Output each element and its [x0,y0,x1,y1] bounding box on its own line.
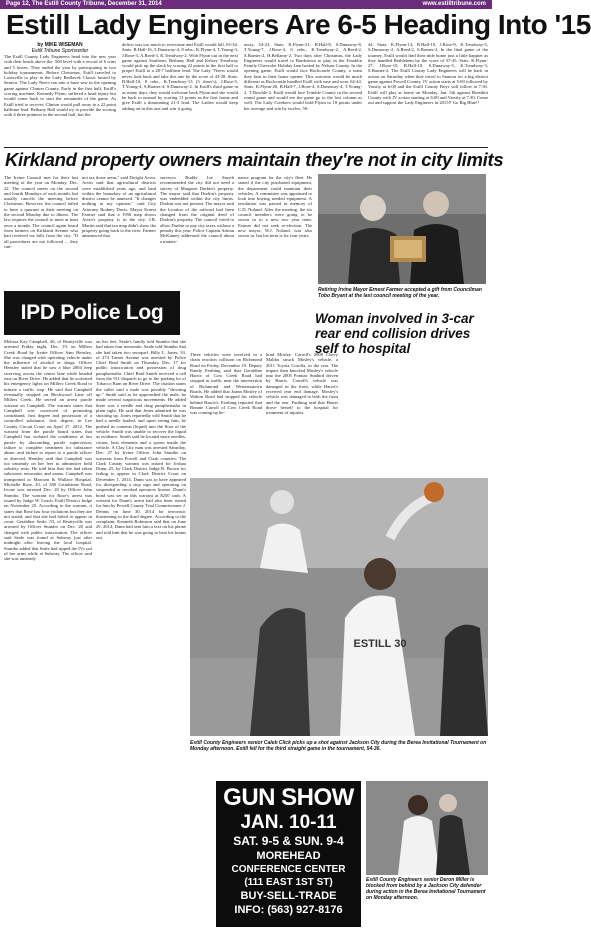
story1-headline: Estill Lady Engineers Are 6-5 Heading Into '15 [6,9,591,40]
gun-show-venue: MOREHEAD [256,850,321,862]
gun-show-hours: SAT. 9-5 & SUN. 9-4 [233,834,344,848]
story1-byline: by MIKE WISEMAN [37,42,83,48]
gun-show-title: GUN SHOW [223,784,354,811]
story2-column-2: not tax those areas," said Dwight Arvin. Arvin said that agricultural districts were established years ago, and land within the boundary of an agricultural district cannot be annexed. "It changes nothing in my opinion," said City Attorney Rodney Davis. Mayor Ernest Farmer said that a 1956 map shows Arvin's property is in the city. J.B. Martin said that tax map didn't show the property going back to the river. Farmer announced that [82,175,156,239]
story3-column-1: Three vehicles were involved in a chain reaction collision on Richmond Road on Friday, December 19. Deputy Randy Farthing said that Geraldine Harris of Cow Creek Road had stopped in traffic near the intersection of Richmond and Westernutown Roads. He added that Joann Mosley of Walton Road had stopped his vehicle behind Harris's. Farthing reported that Bonnie Carroll of Cow Creek Road was coming up be- [190,352,262,416]
page-header-bar [0,0,492,9]
story3-column-2: hind Mosley. Carroll's 2008 Chevy Malibu struck Mosley's vehicle, a 2011 Toyota Corolla, in the rear. The impact then knocked Mosley's vehicle into the 2005 Pontiac Sunbird driven by Harris. Carroll's vehicle was damaged in the front, while Harris's received rear end damage. Mosley's vehicle was damaged in both the front and the rear. Farthing said that Harris drove herself to the hospital for treatment of injuries. [266,352,338,416]
story3-headline: Woman involved in 3-car rear end collision drives self to hospital [315,311,474,356]
story1-column-2: deficit was too much to overcome and Estill would fall, 63-34. Stats: B.Hall-16, 5.Dunaway-4, 8 rebs., K.Flynn-4, T.Young-3, J.Rose-3, A.Reed-3, K.Treadway-2. With Flynn out in the next game against Southern, Bethany Hall and Kelsey Treadway would pick up the slack by scoring 22 points in the first half to propel Estill to a 28-7 halftime lead. The Lady "Neers would never look back and take this one by the score of 43-28. Stats: B.Hall-16, 8 rebs., K.Treadway-13 (3 three's), J.Rose-5, T.Young-4, S.Barnes-4, S.Dunaway-2. In Estill's third game in as many days, they would welcome back Flynn and she would be back to normal by scoring 11 points as the first frame and give Estill a dominating 21-3 lead. The Ladies would keep adding on in this one and win it going [122,42,238,111]
police-column-1: Melissa Kay Campbell, 46, of Beattyville was arrested Friday night, Dec. 19, on Millers Creek Road by Irvine Officer Sam Hensley. She was charged with operating vehicle under the influence of alcohol or drugs. Officer Hensley stated that he saw a blue 2004 Jeep swerving across the center lane while headed east on River Drive. He added that he activated his emergency lights on Millers Creek Road to initiate a traffic stop. He said that Campbell eventually stopped on Birchwood Lane off Millers Creek. He served an arrest parole warrant on Campbell. The warrant states that Campbell was convicted of promoting contraband, first degree and possession of a controlled substance, first degree, in Lee County Circuit Court on April 27, 2012. The warrant from the parole board states that Campbell has violated the conditions of her parole by absconding parole supervision, failure to complete treatment for substance abuse, and failure to report to a parole officer as directed. Hensley said that Campbell was too unsteady on her feet to administer field sobriety tests. He told him that she had taken suboxone, neurontin, and xanax. Campbell was transported to Marcum & Wallace Hospital. Michelle Rose, 43, of 300 Grindstone Road, Irvine was arrested Dec. 20 by Officer John Stumbo. The warrant for Rose's arrest was issued by Judge W. Leach. Estill District Judge on November 25. According to the warrant, it states that Rose has four violations but they are not stated, and that she had failed to appear in court. Geraldine Seale, 53, of Beattyville was arrested by Officer Stumbo on Dec. 20 and charged with public intoxication. The officer said Seale was found at Subway just after midnight after leaving the local hospital. Stumbo added that Seale had ripped the IVs out of her arms while at Subway. The officer said she was unsteady [4,339,92,562]
gun-show-venue-2: CONFERENCE CENTER [231,864,346,875]
police-log-banner: IPD Police Log [4,291,180,335]
basketball-photo [190,478,488,736]
gun-show-ad [216,781,361,927]
section-divider [4,147,488,148]
basketball-photo-image [190,478,488,736]
story2-column-4: nance program for the city's fleet. He stated if the city purchased equipment, the department could maintain their vehicles. A committee was appointed to look into buying needed equipment. A resolution was passed in memory of C.D. Noland. After the meeting, the six council members were going to be sworn in to a new two year term. Farmer did not seek re-election. The new mayor, W.J. Noland, was also sworn in, but his term is for four years. [238,175,312,239]
page-header-site: www.estilltribune.com [422,1,486,7]
gun-show-dates: JAN. 10-11 [240,812,337,833]
gun-show-info: INFO: (563) 927-8176 [234,904,343,916]
police-column-2: on her feet. Seale's family told Stumbo that she had taken four neurontin. Seale told Stumbo that she had taken two seroquel. Billy L. Jones, 33, of 274 Turner Avenue was arrested by Police Chief Brad Smith on Thursday, Dec. 17 for public intoxication and possession of drug paraphernalia. Chief Brad Smith received a call from the 911 dispatch to go to the parking lot of Tobacco Barn on River Drive. The citation states the caller said a male was possibly "shooting up." Smith said as he approached the male, he made several suspicious movements. He added there was a needle and drug paraphernalia in plain sight. He said that Jones admitted he was shooting up. Jones reportedly told Smith that he had a needle loaded, and upon seeing him, he pushed its contents (liquid) into the floor of the vehicle. Smith was unable to recover the liquid as evidence. Smith said he located more needles, cotton, heat elements and a spoon inside the vehicle. A Clay City man was arrested Saturday, Dec. 27 by Irvine Officer John Stumbo on warrants from Powell and Clark counties. The Clark County warrant was issued for Joshua Dunn, 25, by Clark District Judge B. Brown for failing to appear in Clark District Court on December 1, 2014. Dunn was to have appeared for disregarding a stop sign and operating on suspended or revoked operators license. Dunn's bond was set on this warrant at $250 cash. A warrant for Dunn's arrest had also been issued for him by Powell County Trial Commissioner J. Dennis on June 30, 2014 for terroristic threatening in the third degree. According to the complaint, Kenneth Robinson said that on June 29, 2014, Dunn had sent him a text on his phone and told him that he was going to beat his brains out. [96,339,186,540]
mayor-photo-image [318,174,486,284]
story2-column-3: surveyor Buddy Joe Smyth recommended the city did not need a survey of Margaret Durbin's property. The mayor said that Durbin's property was embedded within the city limits. Durbin was not present. The mayor said the location of the railroad had been changed from the original deed of Durbin's property. The council voted to allow Durbin to pay city taxes without a penalty this year. Police Captain Adrian McKinney addressed the council about a mainte- [160,175,234,244]
story2-headline: Kirkland property owners maintain they're not in city limits [5,149,504,170]
story2-column-1: The Irvine Council met for their last meeting of the year on Monday, Dec. 22. The council meets on the second and fourth Mondays of each month, but usually cancels the meeting before Christmas. However, the council failed to have a quorum at their meeting on the second Monday due to illness. The law requires the council to meet at least once a month. The council again heard from farmers on Kirkland Avenue who had received tax bills from the city. "If all procedures are not followed ... they can- [4,175,78,249]
mayor-photo [318,174,486,284]
story1-column-1: The Estill County Lady Engineers head into the new year with their heads above the .500 level with a record of 6 wins and 5 losses. They ended the year by participating in two holiday tournaments. Before Christmas, Estill traveled to Louisville to play in the Lady Bedlavek Classic hosted by Seneca. The Lady Neers ran into a buzz saw in the opening game against Clinton County. Early in the first half, Estill's scoring machine, Kennedy Flynn, suffered a head injury but would come back to start the remainder of the game. As Estill tried to recover, Clinton would pull away to a 22 point halftime lead. Bethany Hall would try to provide the scoring with 4 three pointers in the second half, but the [4,54,116,118]
gun-show-address: (111 EAST 1ST ST) [244,877,333,888]
basketball-photo-caption: Estill County Engineers senior Caleb Click picks up a shot against Jackson City during the Berea Invitational Tournament on Monday afternoon. Estill fell for the third straight game in the tournament, 54-36. [190,740,487,752]
story1-column-4: 44. Stats: K.Flynn-14, B.Hall-10, J.Rose-9, K.Treadway-5, S.Dunaway-2, A.Reed-2, S.Barnes-2. In the final game of the tourney, Estill would find their nide home just a little happier as they handled Bethlehem by the score of 57-45. Stats: K.Flynn-27, J.Rose-10, B.Hall-10, S.Dunaway-5, K.Treadway-3, S.Barnes-2. The Estill County Lady Engineers will be back in action on Saturday when they travel to Stanton for a big district game against Powell County. JV action starts at 5:00 followed by Varsity at 6:00 and the Estill County Boys will follow at 7:30. Estill will play at home on Monday, Jan. 5th against Breathitt County with JV action starting at 6:00 and Varsity at 7:30. Come out and support the Lady Engineers in 2015!! Go Big Blue!! [368,42,488,106]
jersey-number: ESTILL 30 [353,638,407,650]
mayor-photo-caption: Retiring Irvine Mayor Ernest Farmer accepted a gift from Councilman Tobo Bryant at the last council meeting of the year. [318,287,482,299]
story1-column-3: away, 54-23. Stats: K.Flynn-21, B.Hall-8, S.Dunaway-8, T.Young-7, J.Rose-4, 6 rebs., K.Treadway-2, A.Reed-2, S.Barnes-2, H.Bellamy-2. Two days after Christmas, the Lady Engineers would travel to Bardstown to play in the Franklin Family Chevrolet Holiday Jam hosted by Nelson County. In the opening game, Estill would face Rockcastle County, a team they beat in their home opener. This outcome would be much different as Rockcastle handled Estill with ease and won, 64-44. Stats: K.Flynn-20, B.Hall-7, J.Rose-4, S.Dunaway-4, T.Young-2, T.Deschle-2. Estill would face Trimble County in the second round game and would see the game go to the lost column as well. The Lady Creekers would hold Flynn to 10 points under her average and win by twelve, 56- [244,42,362,111]
page-header-text: Page 12, The Estill County Tribune, December 31, 2014 [6,1,162,7]
deron-miller-caption: Estill County Engineers senior Deron Miller is blocked from behind by a Jackson City defender during action in the Berea Invitational Tournament on Monday afternoon. [366,877,486,901]
deron-miller-photo-image [366,781,488,875]
deron-miller-photo [366,781,488,875]
story1-byline-role: Estill Tribune Sportswriter [31,48,89,54]
gun-show-tagline: BUY-SELL-TRADE [240,890,337,902]
